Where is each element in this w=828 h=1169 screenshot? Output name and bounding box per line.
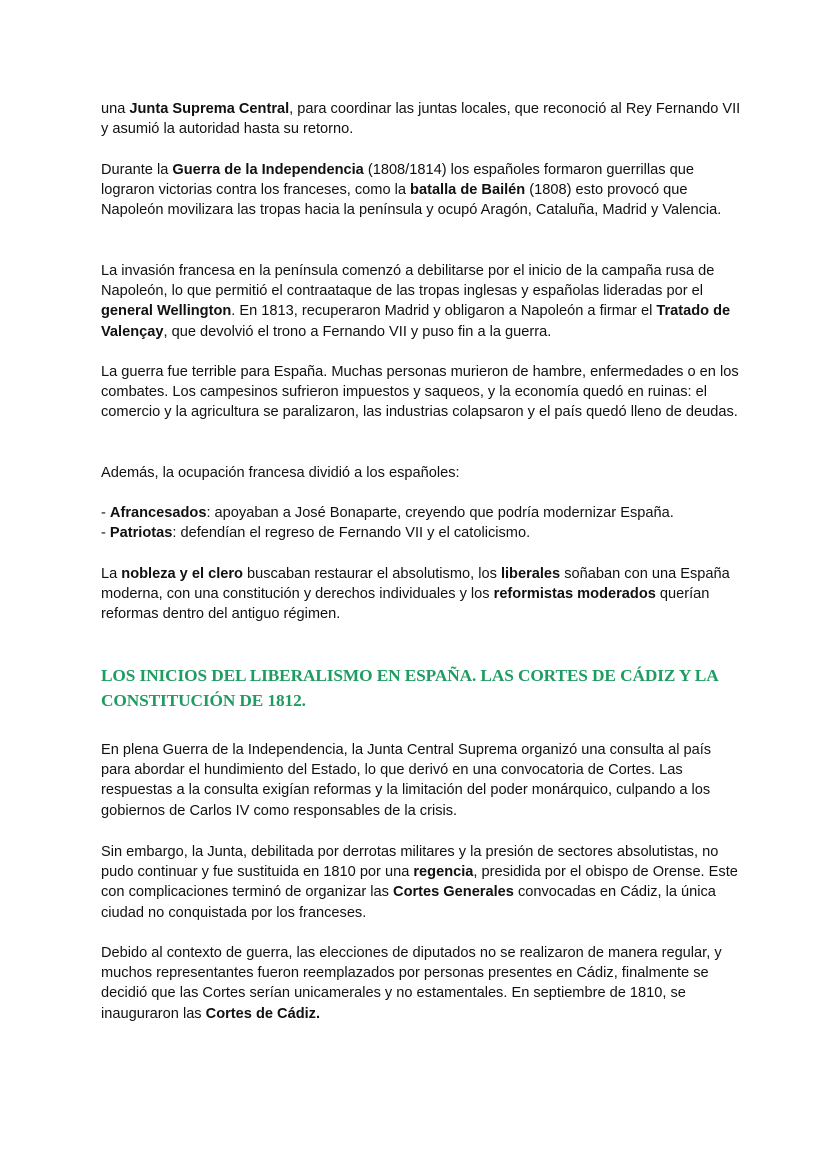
text: . En 1813, recuperaron Madrid y obligaron a Napoleón a firmar el — [231, 303, 657, 320]
heading-line: LOS INICIOS DEL LIBERALISMO EN ESPAÑA. LAS CORTES DE CÁDIZ Y LA — [101, 666, 719, 685]
section-heading — [101, 664, 741, 713]
paragraph-regencia — [101, 842, 741, 923]
bold-term: Junta Suprema Central — [129, 101, 290, 117]
bold-term: regencia — [413, 864, 474, 881]
bold-term: Cortes Generales — [393, 884, 514, 901]
text: Durante la — [101, 162, 173, 178]
text: La — [101, 566, 122, 582]
text: La invasión francesa en la península comenzó a debilitarse por el inicio de la campaña rusa de Napoleón, lo que permitió el contraataque de las tropas inglesas y españolas lideradas por el — [101, 263, 715, 300]
bold-term: Tratado de Valençay — [101, 303, 731, 340]
heading-line: CONSTITUCIÓN DE 1812. — [101, 690, 306, 710]
text: (1808) esto provocó que Napoleón movilizara las tropas hacia la península y ocupó Aragón, Cataluña, Madrid y Valencia. — [101, 182, 722, 219]
bold-term: reformistas moderados — [493, 586, 656, 603]
text: querían reformas dentro del antiguo régimen. — [101, 586, 710, 623]
bold-term: Patriotas — [109, 525, 173, 542]
text: convocadas en Cádiz, la única ciudad no conquistada por los franceses. — [101, 884, 716, 921]
paragraph-consulta-cortes — [101, 740, 741, 821]
bold-term: batalla de Bailén — [410, 182, 526, 199]
bold-term: Afrancesados — [109, 505, 207, 521]
paragraph-division-espanoles — [101, 463, 741, 483]
text: buscaban restaurar el absolutismo, los — [242, 566, 501, 582]
bold-term: liberales — [500, 566, 561, 582]
text: , para coordinar las juntas locales, que reconoció al Rey Fernando VII y asumió la autoridad hasta su retorno. — [101, 101, 741, 138]
text: Debido al contexto de guerra, las elecciones de diputados no se realizaron de manera regular, y muchos representantes fueron reemplazados por personas presentes en Cádiz, finalmente se decidió que las Cortes serían unicamerales y no estamentales. En septiembre de 1810, se inauguraron las — [101, 945, 722, 1022]
text: La guerra fue terrible para España. Muchas personas murieron de hambre, enfermedades o en los combates. Los campesinos sufrieron impuestos y saqueos, y la economía quedó en ruinas: el comercio y la agricultura se paralizaron, las industrias colapsaron y el país quedó lleno de deudas. — [101, 364, 739, 421]
list-item-afrancesados: - Afrancesados: apoyaban a José Bonaparte, creyendo que podría modernizar España. — [101, 505, 674, 521]
paragraph-invasion-francesa — [101, 261, 741, 342]
list-item-patriotas: - Patriotas: defendían el regreso de Fernando VII y el catolicismo. — [101, 525, 531, 542]
text: , que devolvió el trono a Fernando VII y puso fin a la guerra. — [163, 323, 552, 340]
text: una — [101, 101, 130, 117]
list-bandos — [101, 503, 741, 543]
bold-term: Cortes de Cádiz. — [205, 1005, 321, 1022]
paragraph-grupos-sociales — [101, 564, 741, 625]
bold-term: Guerra de la Independencia — [172, 162, 364, 178]
text: (1808/1814) los españoles formaron guerrillas que lograron victorias contra los franceses, como la — [101, 162, 694, 199]
text: Además, la ocupación francesa dividió a los españoles: — [101, 465, 460, 481]
text: En plena Guerra de la Independencia, la Junta Central Suprema organizó una consulta al país para abordar el hundimiento del Estado, lo que derivó en una convocatoria de Cortes. Las respuestas a la consulta exigían reformas y la limitación del poder monárquico, culpando a los gobiernos de Carlos IV como responsables de la crisis. — [101, 742, 712, 819]
paragraph-elecciones-diputados — [101, 943, 741, 1024]
text: Sin embargo, la Junta, debilitada por derrotas militares y la presión de sectores absolutistas, no pudo continuar y fue sustituida en 1810 por una — [101, 844, 719, 881]
paragraph-consecuencias-guerra — [101, 362, 741, 423]
bold-term: nobleza y el clero — [121, 566, 243, 582]
bold-term: general Wellington — [101, 303, 232, 320]
paragraph-junta-suprema — [101, 99, 741, 139]
paragraph-guerra-independencia — [101, 160, 741, 221]
text: , presidida por el obispo de Orense. Este con complicaciones terminó de organizar las — [101, 864, 738, 901]
text: soñaban con una España moderna, con una constitución y derechos individuales y los — [101, 566, 730, 603]
